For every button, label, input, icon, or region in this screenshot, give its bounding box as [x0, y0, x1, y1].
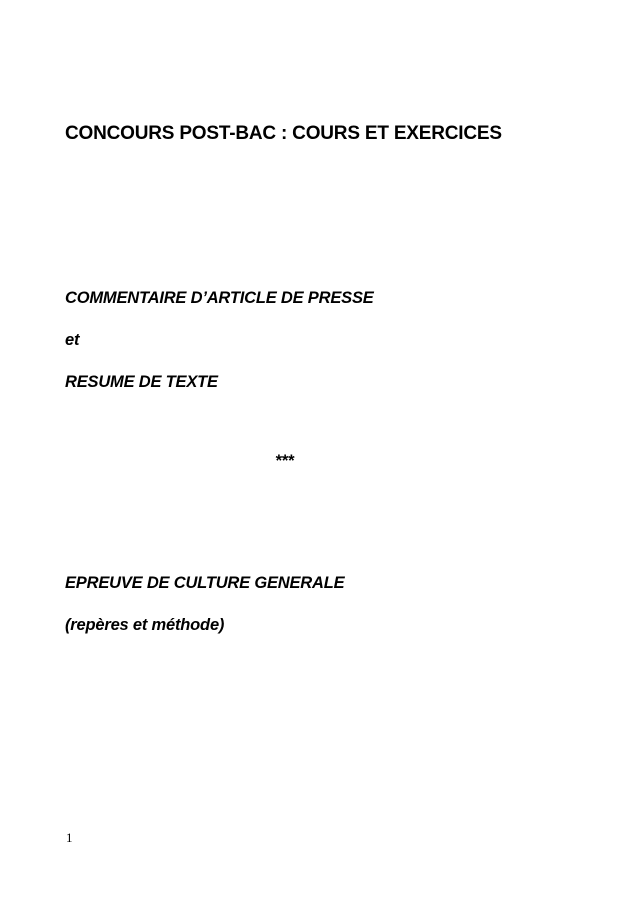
page-number: 1 [66, 830, 73, 845]
section-line-1: EPREUVE DE CULTURE GENERALE [65, 574, 345, 592]
document-title: CONCOURS POST-BAC : COURS ET EXERCICES [65, 123, 502, 144]
subtitle-line-1: COMMENTAIRE D’ARTICLE DE PRESSE [65, 289, 374, 307]
section-line-2: (repères et méthode) [65, 616, 225, 634]
subtitle-line-2: et [65, 331, 80, 349]
subtitle-line-3: RESUME DE TEXTE [65, 373, 218, 391]
section-separator: *** [275, 452, 294, 470]
